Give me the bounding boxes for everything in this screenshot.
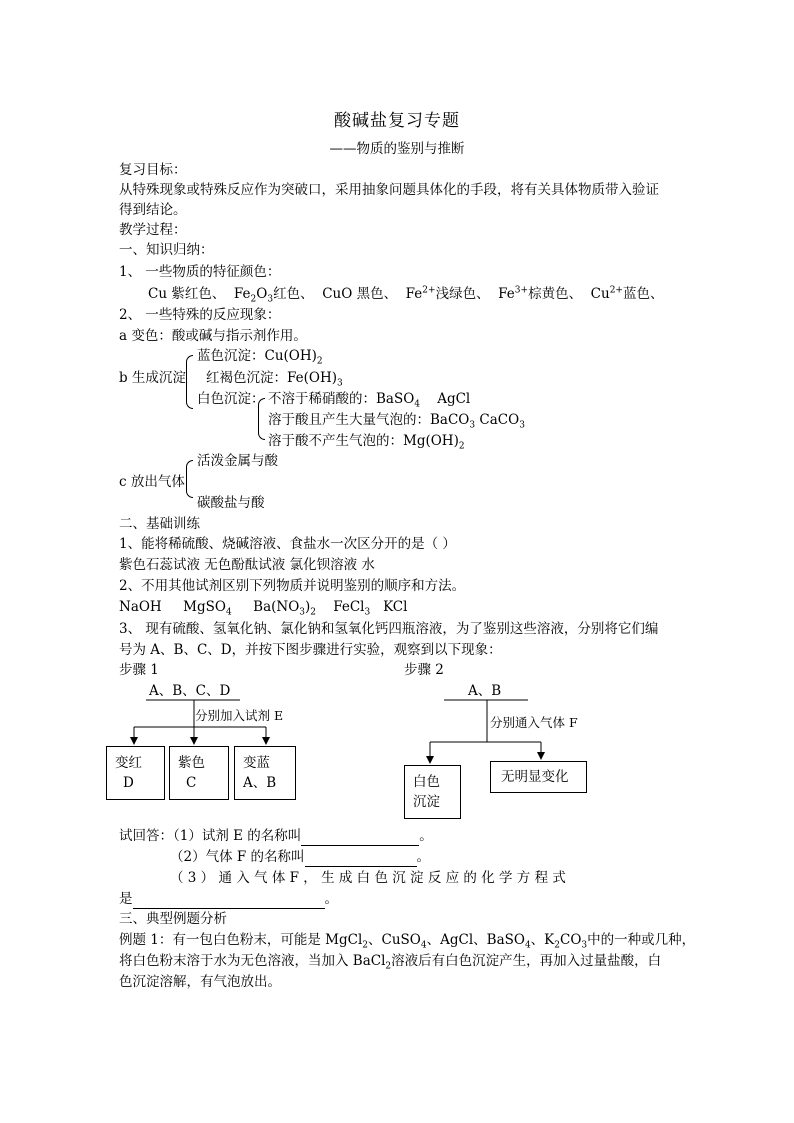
page-title: 酸碱盐复习专题: [334, 111, 460, 131]
question-3-line-1: 3、 现有硫酸、氢氧化钠、氯化钠和氢氧化钙四瓶溶液，为了鉴别这些溶液，分别将它们编: [119, 621, 659, 637]
example-1-line-2: 将白色粉末溶于水为无色溶液，当加入 BaCl$_2$溶液后有白色沉淀产生，再加入过量盐酸，白: [119, 953, 662, 972]
gas-carbonate-acid: 碳酸盐与酸: [197, 495, 265, 511]
step-1-label: 步骤 1: [119, 662, 159, 678]
answer-3-blank[interactable]: [133, 894, 325, 909]
section-2-heading: 二、基础训练: [119, 516, 200, 532]
example-1-line-1: 例题 1：有一包白色粉末，可能是 MgCl$_2$、CuSO$_4$、AgCl、BaSO$_4$、$K_2CO_3$中的一种或几种，: [119, 932, 696, 951]
question-1-options: 紫色石蕊试液 无色酚酞试液 氯化钡溶液 水: [119, 557, 375, 573]
section-1-heading: 一、知识归纳：: [119, 242, 214, 258]
red-brown-precipitate: 红褐色沉淀：$Fe(OH)_3$: [206, 370, 343, 389]
step-2-result-no-change: 无明显变化: [490, 761, 587, 793]
answer-1: 试回答：（1）试剂 E 的名称叫 。: [119, 828, 433, 844]
answer-2: （2）气体 F 的名称叫 。: [170, 849, 431, 865]
step-1-samples: A、B、C、D: [149, 683, 231, 699]
process-heading: 教学过程：: [119, 222, 187, 238]
step-1-reagent-label: 分别加入试剂 E: [195, 708, 284, 723]
goal-text-line-2: 得到结论。: [119, 202, 187, 218]
step-2-label: 步骤 2: [404, 662, 444, 678]
goal-heading: 复习目标：: [119, 162, 187, 178]
answer-3: 是 。: [119, 891, 338, 907]
blue-precipitate: 蓝色沉淀：$Cu(OH)_2$: [197, 348, 323, 367]
example-1-line-3: 色沉淀溶解，有气泡放出。: [119, 974, 281, 990]
white-precipitate-insoluble: 不溶于稀硝酸的：BaSO$_4$ AgCl: [268, 391, 471, 410]
gas-release-label: c 放出气体: [119, 474, 185, 490]
characteristic-colors-line: Cu 紫红色、 $Fe_2O_3$红色、 CuO 黑色、 $Fe^{2+}$浅绿色、 $Fe^{3+}$棕黄色、 $Cu^{2+}$蓝色、: [148, 285, 664, 305]
step-2-gas-label: 分别通入气体 F: [490, 715, 578, 730]
question-2: 2、不用其他试剂区别下列物质并说明鉴别的顺序和方法。: [119, 578, 466, 594]
question-1: 1、能将稀硫酸、烧碱溶液、食盐水一次区分开的是（ ）: [119, 536, 456, 552]
step-1-result-red: 变红 D: [106, 746, 165, 800]
precipitate-label: b 生成沉淀: [119, 370, 186, 386]
question-3-line-2: 号为 A、B、C、D，并按下图步骤进行实验，观察到以下现象：: [119, 642, 502, 658]
white-precipitate-gas: 溶于酸且产生大量气泡的：BaCO$_3$ CaCO$_3$: [268, 412, 525, 431]
answer-2-blank[interactable]: [305, 852, 417, 867]
item-2-heading: 2、 一些特殊的反应现象：: [119, 307, 281, 323]
answer-1-blank[interactable]: [301, 831, 419, 846]
item-2a-color-change: a 变色：酸或碱与指示剂作用。: [119, 328, 307, 344]
step-1-result-purple: 紫色 C: [169, 746, 229, 800]
section-3-heading: 三、典型例题分析: [119, 911, 227, 927]
answer-3-prompt: （ 3 ） 通 入 气 体 F ， 生 成 白 色 沉 淀 反 应 的 化 学 方 程 式: [170, 870, 566, 886]
step-2-result-white-precipitate: 白色 沉淀: [404, 765, 461, 819]
white-precipitate: 白色沉淀：: [197, 391, 265, 407]
goal-text-line-1: 从特殊现象或特殊反应作为突破口，采用抽象问题具体化的手段，将有关具体物质带入验证: [119, 182, 659, 198]
page-subtitle: ——物质的鉴别与推断: [329, 141, 465, 157]
item-1-heading: 1、 一些物质的特征颜色：: [119, 264, 281, 280]
step-1-result-blue: 变蓝 A、B: [234, 746, 296, 800]
question-2-items: NaOH MgSO$_4$ $Ba(NO_3)_2$ FeCl$_3$ KCl: [119, 599, 408, 618]
step-2-samples: A、B: [468, 683, 502, 699]
gas-active-metal-acid: 活泼金属与酸: [197, 453, 278, 469]
white-precipitate-no-gas: 溶于酸不产生气泡的：$Mg(OH)_2$: [268, 433, 465, 452]
